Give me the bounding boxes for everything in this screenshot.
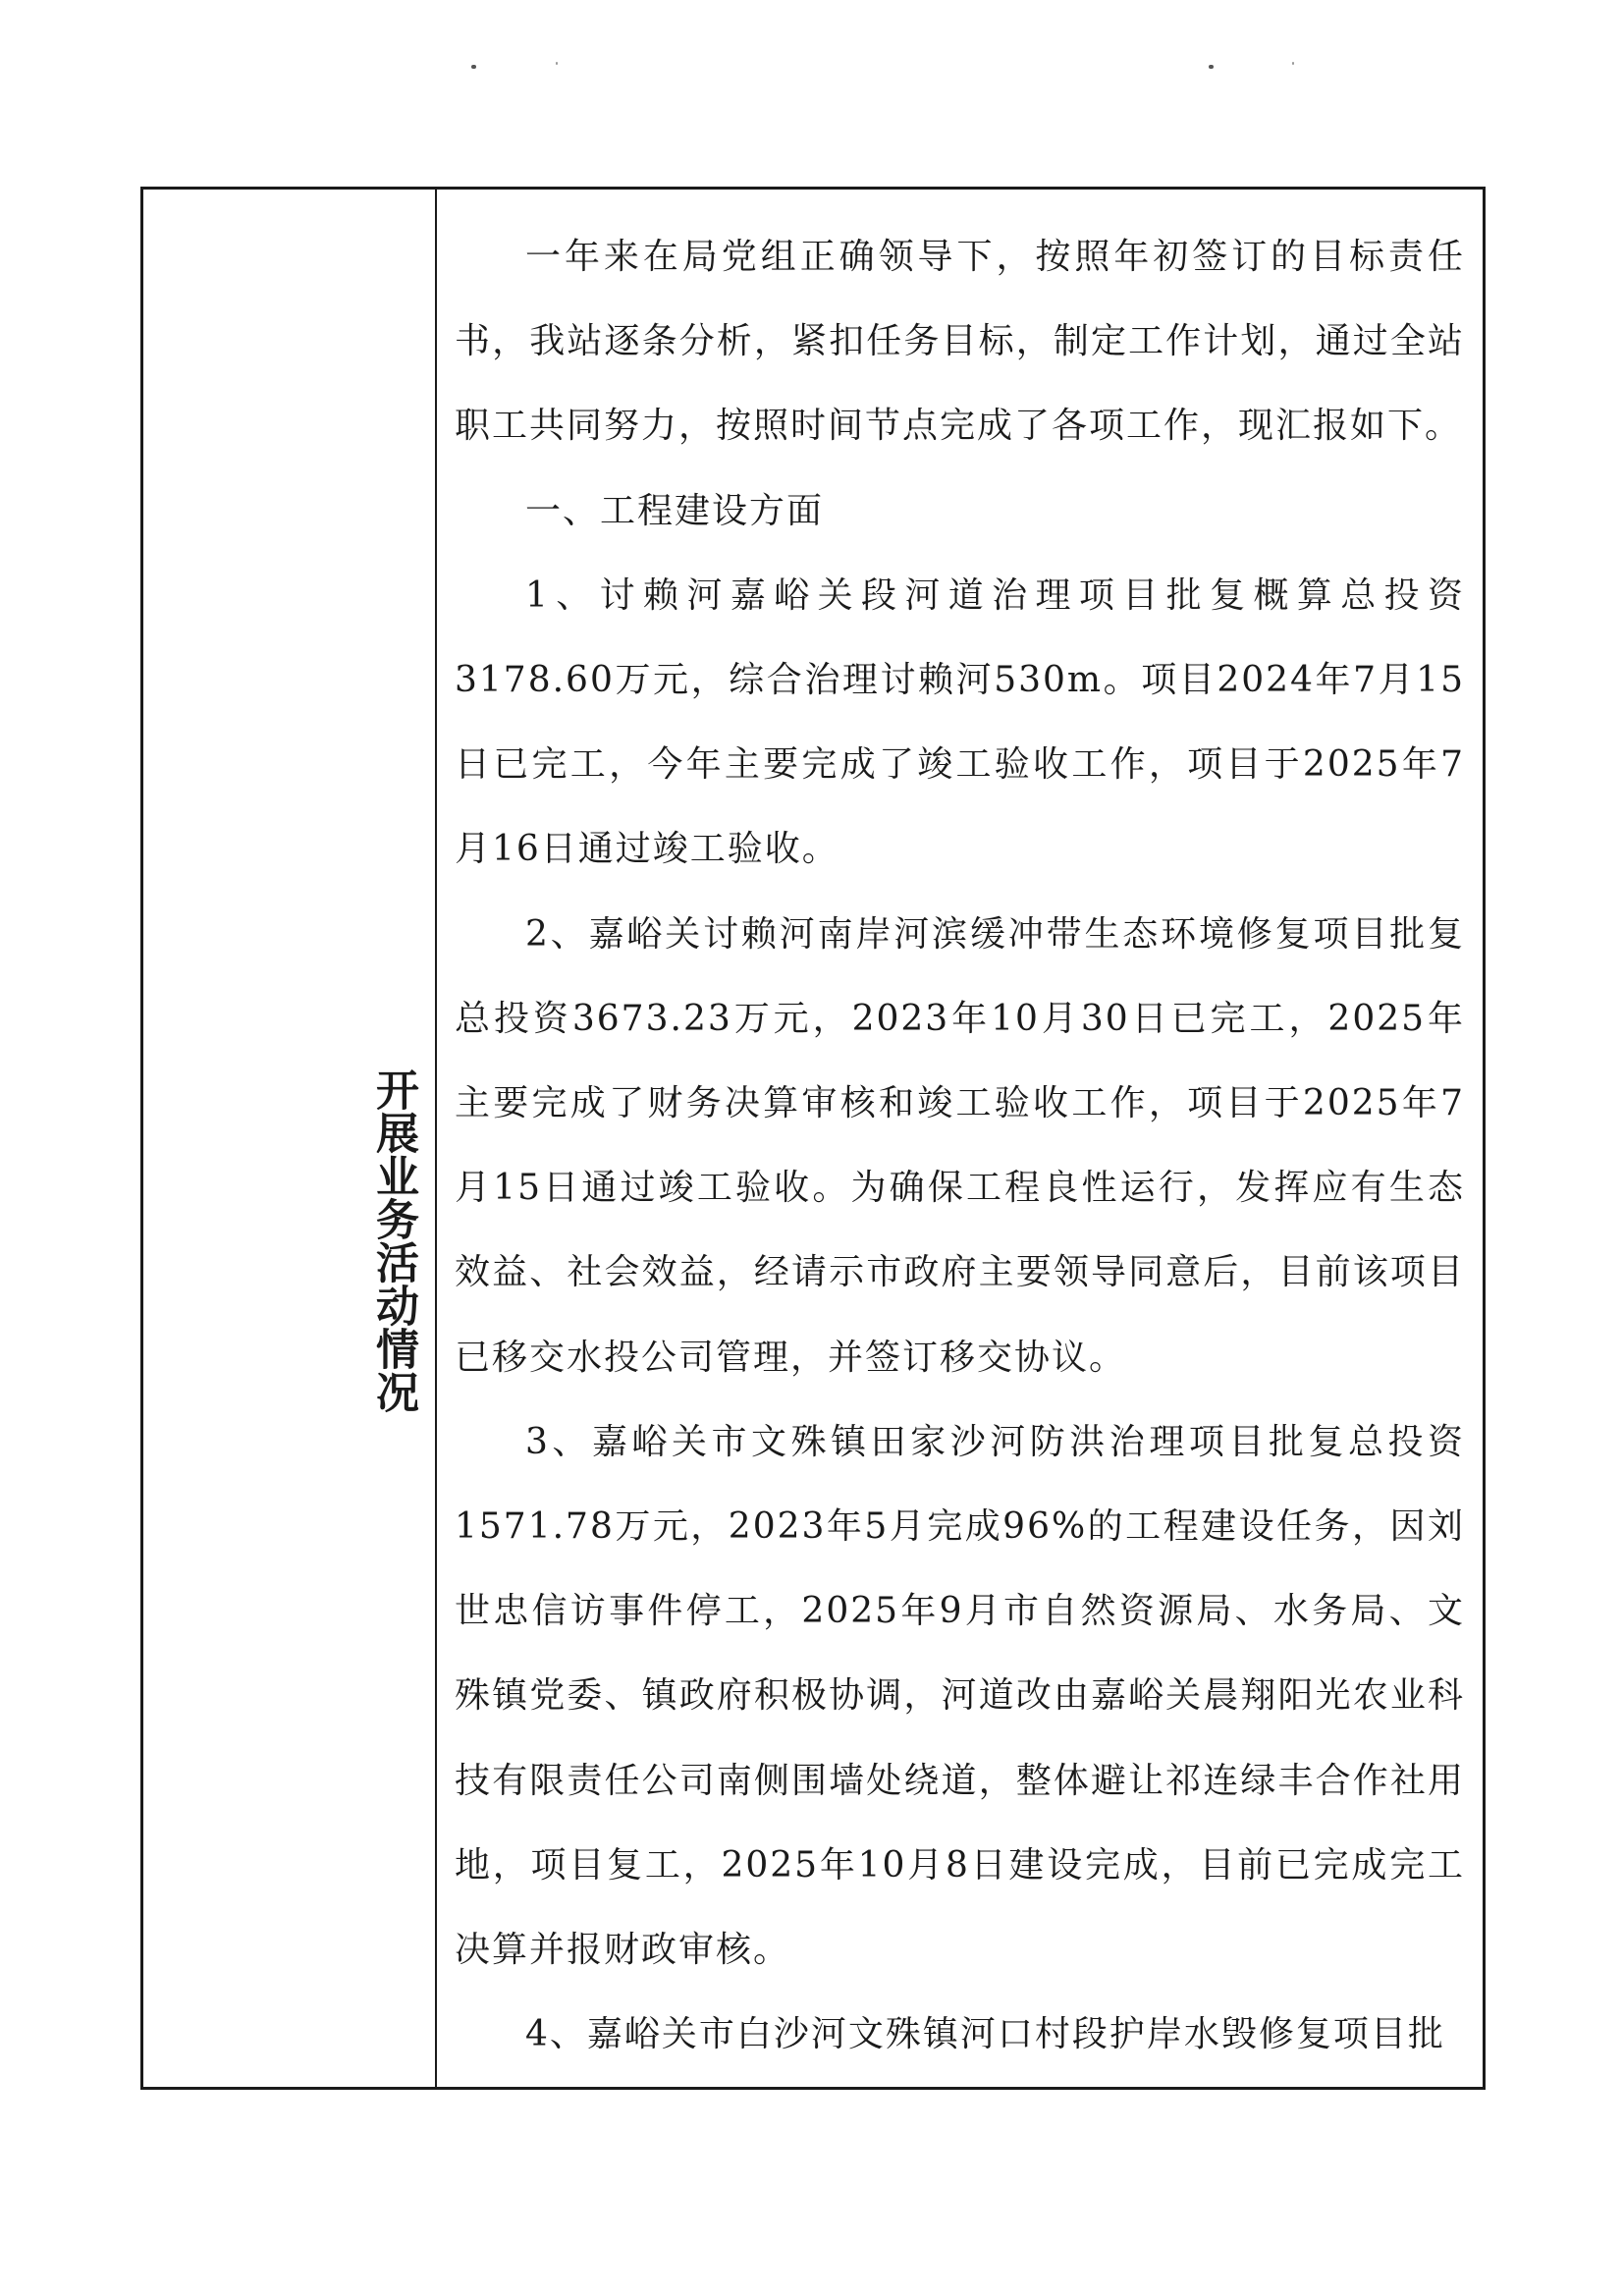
section-heading: 一、工程建设方面 xyxy=(525,490,825,531)
paragraph-intro: 一年来在局党组正确领导下，按照年初签订的目标责任书，我站逐条分析，紧扣任务目标，制定工作计划，通过全站职工共同努力，按照时间节点完成了各项工作，现汇报如下。 xyxy=(455,237,1465,447)
report-form-table xyxy=(140,187,1486,2090)
paragraph-item-2: 2、嘉峪关讨赖河南岸河滨缓冲带生态环境修复项目批复总投资3673.23万元，2023年10月30日已完工，2025年主要完成了财务决算审核和竣工验收工作，项目于2025年7月15日通过竣工验收。为确保工程良性运行，发挥应有生态效益、社会效益，经请示市政府主要领导同意后，目前该项目已移交水投公司管理，并签订移交协议。 xyxy=(455,913,1465,1378)
section-label: 开展业务活动情况 xyxy=(368,1067,418,1413)
paragraph-item-3: 3、嘉峪关市文殊镇田家沙河防洪治理项目批复总投资1571.78万元，2023年5月完成96%的工程建设任务，因刘世忠信访事件停工，2025年9月市自然资源局、水务局、文殊镇党委、镇政府积极协调，河道改由嘉峪关晨翔阳光农业科技有限责任公司南侧围墙处绕道，整体避让祁连绿丰合作社用地，项目复工，2025年10月8日建设完成，目前已完成完工决算并报财政审核。 xyxy=(455,1421,1465,1971)
content-cell xyxy=(437,190,1483,2087)
paragraph-item-1: 1、讨赖河嘉峪关段河道治理项目批复概算总投资3178.60万元，综合治理讨赖河530m。项目2024年7月15日已完工，今年主要完成了竣工验收工作，项目于2025年7月16日通过竣工验收。 xyxy=(455,574,1465,870)
scan-mark xyxy=(556,62,558,65)
label-cell xyxy=(143,190,437,2087)
scan-mark xyxy=(1292,62,1294,65)
scan-mark xyxy=(1209,65,1214,69)
paragraph-item-4: 4、嘉峪关市白沙河文殊镇河口村段护岸水毁修复项目批 xyxy=(525,2014,1445,2055)
scan-mark xyxy=(471,65,476,69)
